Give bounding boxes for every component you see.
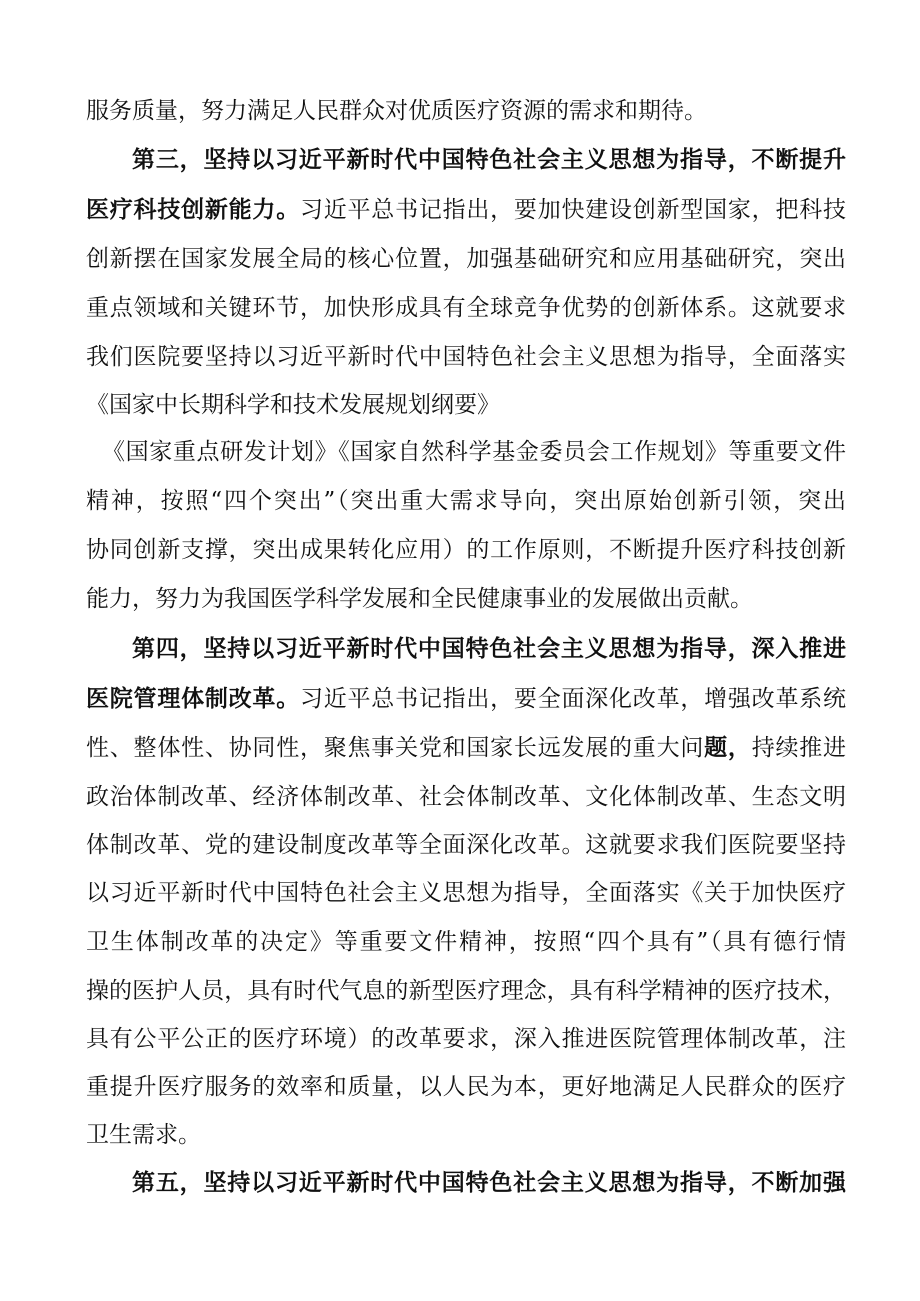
heading-text: 第三，坚持以习近平新时代中国特色社会主义思想为指导，不断提升 bbox=[132, 146, 846, 173]
paragraph-line bbox=[86, 927, 846, 957]
heading-text: 第五，坚持以习近平新时代中国特色社会主义思想为指导，不断加强 bbox=[132, 1169, 846, 1196]
text: 能力，努力为我国医学科学发展和全民健康事业的发展做出贡献。 bbox=[86, 586, 753, 612]
text: 创新摆在国家发展全局的核心位置，加强基础研究和应用基础研究，突出 bbox=[86, 246, 846, 272]
text: 操的医护人员，具有时代气息的新型医疗理念，具有科学精神的医疗技术， bbox=[86, 978, 846, 1004]
text: 重提升医疗服务的效率和质量，以人民为本，更好地满足人民群众的医疗 bbox=[86, 1074, 846, 1100]
text: 体制改革、党的建设制度改革等全面深化改革。这就要求我们医院要坚持 bbox=[86, 832, 846, 858]
text: 具有公平公正的医疗环境）的改革要求，深入推进医院管理体制改革，注 bbox=[86, 1026, 846, 1052]
text: 我们医院要坚持以习近平新时代中国特色社会主义思想为指导，全面落实 bbox=[86, 344, 846, 370]
text: 性、整体性、协同性，聚焦事关党和国家长远发展的重大问 bbox=[86, 735, 705, 761]
text: 卫生需求。 bbox=[86, 1122, 201, 1148]
paragraph-line bbox=[86, 486, 846, 516]
paragraph-line bbox=[86, 733, 846, 763]
heading-text: 第四，坚持以习近平新时代中国特色社会主义思想为指导，深入推进 bbox=[132, 635, 846, 662]
text: 协同创新支撑，突出成果转化应用）的工作原则，不断提升医疗科技创新 bbox=[86, 537, 846, 563]
paragraph-line bbox=[86, 1024, 846, 1054]
section-heading-5 bbox=[132, 1168, 846, 1198]
paragraph-line bbox=[86, 782, 846, 812]
text: 习近平总书记指出，要全面深化改革，增强改革系统 bbox=[299, 686, 847, 712]
text: 政治体制改革、经济体制改革、社会体制改革、文化体制改革、生态文明 bbox=[86, 784, 846, 810]
text: 重点领域和关键环节，加快形成具有全球竞争优势的创新体系。这就要求 bbox=[86, 295, 846, 321]
section-heading-3 bbox=[132, 145, 846, 175]
paragraph-line bbox=[86, 878, 846, 908]
text: 《国家重点研发计划》《国家自然科学基金委员会工作规划》等重要文件 bbox=[102, 439, 846, 465]
text: 卫生体制改革的决定》等重要文件精神，按照“四个具有”（具有德行情 bbox=[86, 929, 846, 955]
paragraph-line bbox=[86, 684, 846, 714]
paragraph-line bbox=[86, 830, 846, 860]
text: 持续推进 bbox=[751, 735, 847, 761]
heading-text: 医疗科技创新能力。 bbox=[86, 196, 300, 223]
paragraph-line bbox=[86, 244, 846, 274]
text: 《国家中长期科学和技术发展规划纲要》 bbox=[86, 392, 500, 418]
paragraph-line bbox=[102, 437, 846, 467]
text: 习近平总书记指出，要加快建设创新型国家，把科技 bbox=[299, 197, 847, 223]
paragraph-line bbox=[86, 976, 846, 1006]
paragraph-line bbox=[86, 390, 846, 420]
paragraph-line bbox=[86, 1120, 846, 1150]
heading-text: 医院管理体制改革。 bbox=[86, 685, 300, 712]
section-heading-4 bbox=[132, 634, 846, 664]
paragraph-line bbox=[86, 96, 846, 126]
text: 精神，按照“四个突出”（突出重大需求导向，突出原始创新引领，突出 bbox=[86, 488, 846, 514]
paragraph-line bbox=[86, 195, 846, 225]
paragraph-line bbox=[86, 293, 846, 323]
paragraph-line bbox=[86, 1072, 846, 1102]
text: 以习近平新时代中国特色社会主义思想为指导，全面落实《关于加快医疗 bbox=[86, 880, 846, 906]
text: 服务质量，努力满足人民群众对优质医疗资源的需求和期待。 bbox=[86, 98, 707, 124]
paragraph-line bbox=[86, 342, 846, 372]
text-bold: 题， bbox=[704, 734, 752, 761]
paragraph-line bbox=[86, 584, 846, 614]
paragraph-line bbox=[86, 535, 846, 565]
